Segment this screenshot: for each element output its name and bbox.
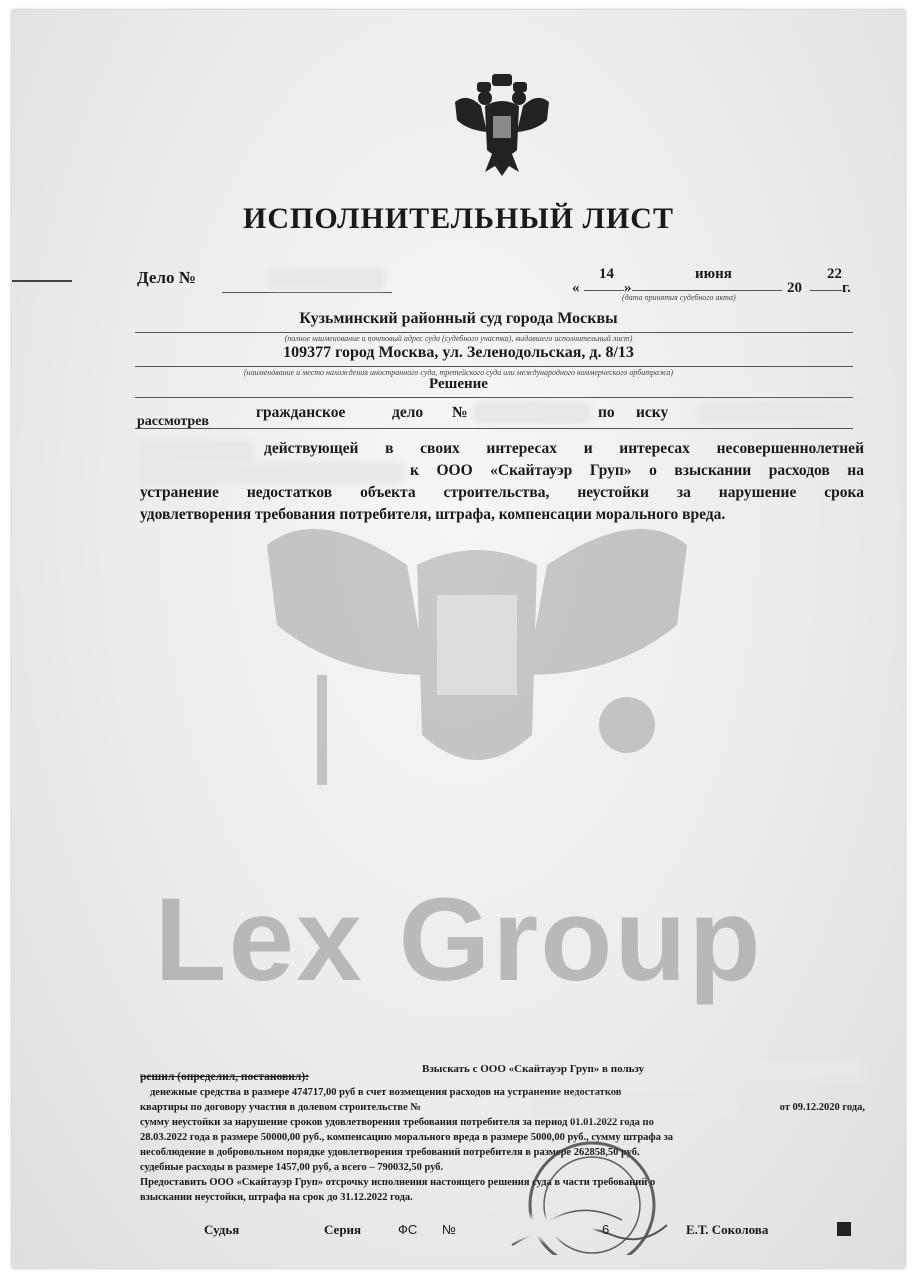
redacted-contract-number: [535, 1101, 735, 1113]
judge-name: Е.Т. Соколова: [686, 1222, 769, 1237]
decision-line-2b: от 09.12.2020 года,: [779, 1102, 865, 1113]
writ-of-execution-sheet: [12, 10, 905, 1268]
court-address-caption: (наименование и место нахождения иностранного суда, третейского суда или международного коммерческого арбитража): [243, 368, 673, 377]
decision-line-5: несоблюдение в добровольном порядке удовлетворения требований потребителя в размере 262858,50 руб.: [140, 1147, 640, 1158]
redacted-plaintiff-name: [702, 406, 882, 420]
case-considered-label: рассмотрев: [137, 414, 209, 429]
redacted-name-3: [140, 466, 400, 480]
case-number-line: [222, 292, 392, 293]
date-day-line: [584, 290, 624, 291]
decision-intro: Взыскать с ООО «Скайтауэр Груп» в пользу: [422, 1063, 645, 1075]
redacted-name-2: [140, 444, 250, 458]
date-quote-close: »: [624, 280, 632, 296]
coat-of-arms-background-emblem: [257, 505, 697, 805]
case-number-label: Дело №: [137, 268, 196, 287]
court-name-line: [135, 332, 853, 333]
date-quote-open: «: [572, 280, 580, 296]
case-line-3: к ООО «Скайтауэр Груп» о взыскании расходов на: [410, 462, 864, 479]
act-type-line: [135, 397, 853, 398]
court-name: Кузьминский районный суд города Москвы: [299, 310, 618, 327]
case-number-sign: №: [452, 404, 468, 421]
series-label: Серия: [324, 1222, 362, 1237]
court-address-line: [135, 366, 853, 367]
lex-group-watermark: Lex Group: [154, 874, 763, 1006]
number-label: №: [442, 1222, 456, 1237]
case-line-4: устранение недостатков объекта строительства, неустойки за нарушение срока: [140, 484, 864, 501]
document-title: ИСПОЛНИТЕЛЬНЫЙ ЛИСТ: [242, 202, 674, 235]
decision-line-1: денежные средства в размере 474717,00 руб в счет возмещения расходов на устранение недостатков: [150, 1087, 622, 1098]
date-year: 22: [827, 266, 842, 282]
scan-edge-mark: [12, 280, 72, 282]
case-by-word: по: [598, 404, 615, 421]
date-year-line: [810, 290, 842, 291]
date-suffix: г.: [842, 280, 851, 296]
decision-heading: решил (определил, постановил):: [140, 1071, 309, 1083]
court-act-type: Решение: [429, 376, 488, 392]
redacted-writ-number: [482, 1220, 592, 1236]
decision-line-3: сумму неустойки за нарушение сроков удовлетворения требования потребителя за период 01.01.2022 года по: [140, 1117, 654, 1128]
redacted-case-number: [272, 272, 382, 286]
date-month-line: [632, 290, 782, 291]
decision-line-7: Предоставить ООО «Скайтауэр Груп» отсрочку исполнения настоящего решения суда в части требований о: [140, 1177, 656, 1188]
date-month: июня: [695, 266, 732, 282]
court-name-caption: (полное наименование и почтовый адрес суда (судебного участка), выдавшего исполнительный лист): [284, 334, 633, 343]
decision-line-6: судебные расходы в размере 1457,00 руб, а всего – 790032,50 руб.: [140, 1162, 444, 1173]
series-value: ФС: [398, 1222, 418, 1237]
case-line-1: [135, 428, 853, 429]
decision-line-8: взыскании неустойки, штрафа на срок до 31.12.2022 года.: [140, 1192, 413, 1203]
qr-marker-square: [837, 1222, 851, 1236]
redacted-civil-case-number: [477, 406, 587, 420]
decision-line-4: 28.03.2022 года в размере 50000,00 руб., компенсацию морального вреда в размере 5000,00 руб., сумму штрафа за: [140, 1132, 674, 1143]
case-claim-word: иску: [636, 404, 669, 421]
redacted-beneficiary: [740, 1064, 860, 1076]
number-tail: 6: [602, 1222, 610, 1237]
judge-label: Судья: [204, 1222, 240, 1237]
case-line-5: удовлетворения требования потребителя, штрафа, компенсации морального вреда.: [140, 506, 726, 523]
court-address: 109377 город Москва, ул. Зеленодольская, д. 8/13: [283, 344, 634, 361]
court-seal-stamp: [502, 1135, 672, 1255]
case-word: дело: [392, 404, 424, 421]
case-civil-word: гражданское: [256, 404, 346, 421]
case-line-2: действующей в своих интересах и интересах несовершеннолетней: [264, 440, 864, 457]
date-century: 20: [787, 280, 802, 296]
date-caption: (дата принятия судебного акта): [622, 293, 736, 302]
decision-line-2a: квартиры по договору участия в долевом строительстве №: [140, 1102, 421, 1113]
coat-of-arms-emblem: [447, 72, 557, 178]
date-day: 14: [599, 266, 614, 282]
